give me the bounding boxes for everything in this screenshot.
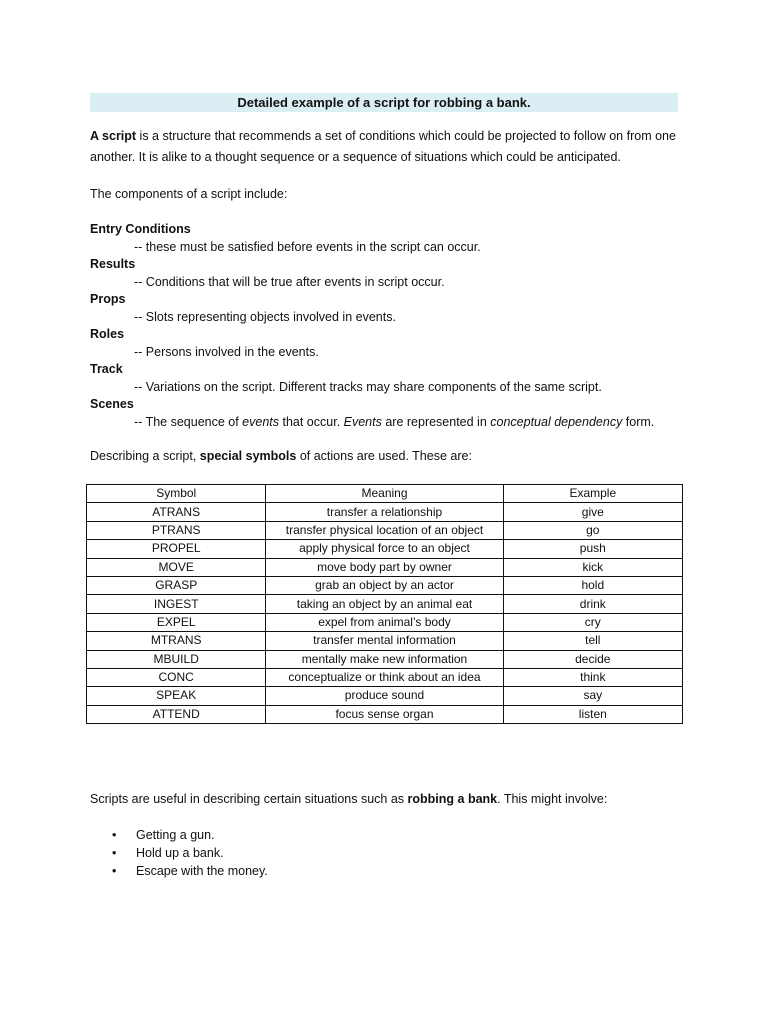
conclusion-bold: robbing a bank bbox=[407, 792, 498, 806]
list-item bbox=[90, 844, 268, 862]
cell-example: think bbox=[503, 668, 682, 686]
component-desc: -- Variations on the script. Different tracks may share components of the same script. bbox=[134, 379, 602, 394]
column-header-example: Example bbox=[503, 485, 682, 503]
cell-symbol: MTRANS bbox=[87, 632, 266, 650]
bullet-icon: • bbox=[112, 864, 117, 878]
cell-symbol: CONC bbox=[87, 668, 266, 686]
cell-symbol: ATTEND bbox=[87, 705, 266, 723]
cell-meaning: conceptualize or think about an idea bbox=[266, 668, 503, 686]
intro-paragraph bbox=[90, 126, 680, 168]
list-item bbox=[90, 862, 268, 880]
cell-example: go bbox=[503, 521, 682, 539]
cell-meaning: move body part by owner bbox=[266, 558, 503, 576]
component-name: Entry Conditions bbox=[90, 222, 191, 236]
table-row bbox=[87, 576, 683, 594]
cell-example: listen bbox=[503, 705, 682, 723]
cell-meaning: transfer physical location of an object bbox=[266, 521, 503, 539]
cell-example: hold bbox=[503, 576, 682, 594]
cell-symbol: INGEST bbox=[87, 595, 266, 613]
scenes-text: -- The sequence of bbox=[134, 414, 243, 429]
list-item-text: Hold up a bank. bbox=[136, 846, 224, 860]
symbols-heading bbox=[90, 449, 472, 463]
conclusion-text: . This might involve: bbox=[497, 792, 608, 806]
cell-symbol: MBUILD bbox=[87, 650, 266, 668]
cell-meaning: produce sound bbox=[266, 687, 503, 705]
symbols-heading-text: Describing a script, bbox=[90, 449, 200, 463]
intro-text: is a structure that recommends a set of conditions which could be projected to follow on from one another. It is alike to a thought sequence or a sequence of situations which could be anticipated. bbox=[90, 129, 676, 164]
bullet-icon: • bbox=[112, 846, 117, 860]
component-desc: -- Conditions that will be true after events in script occur. bbox=[134, 274, 445, 289]
table-row bbox=[87, 668, 683, 686]
cell-symbol: PTRANS bbox=[87, 521, 266, 539]
table-row bbox=[87, 613, 683, 631]
scenes-text: that occur. bbox=[279, 414, 344, 429]
component-desc: -- these must be satisfied before events in the script can occur. bbox=[134, 239, 481, 254]
symbols-table bbox=[86, 484, 683, 724]
component-name: Track bbox=[90, 362, 123, 376]
component-name: Scenes bbox=[90, 397, 134, 411]
symbols-heading-text: of actions are used. These are: bbox=[296, 449, 472, 463]
symbols-heading-bold: special symbols bbox=[199, 449, 297, 463]
cell-symbol: ATRANS bbox=[87, 503, 266, 521]
cell-meaning: focus sense organ bbox=[266, 705, 503, 723]
cell-meaning: grab an object by an actor bbox=[266, 576, 503, 594]
table-row bbox=[87, 632, 683, 650]
component-desc: -- Slots representing objects involved in events. bbox=[134, 309, 396, 324]
column-header-symbol: Symbol bbox=[87, 485, 266, 503]
cell-meaning: apply physical force to an object bbox=[266, 540, 503, 558]
component-desc bbox=[90, 414, 690, 432]
list-item bbox=[90, 826, 268, 844]
cell-symbol: MOVE bbox=[87, 558, 266, 576]
scenes-italic: Events bbox=[343, 414, 382, 429]
cell-meaning: taking an object by an animal eat bbox=[266, 595, 503, 613]
cell-meaning: expel from animal’s body bbox=[266, 613, 503, 631]
table-row bbox=[87, 503, 683, 521]
component-name: Roles bbox=[90, 327, 125, 341]
cell-example: drink bbox=[503, 595, 682, 613]
conclusion-text: Scripts are useful in describing certain situations such as bbox=[90, 792, 408, 806]
table-row bbox=[87, 540, 683, 558]
cell-meaning: transfer a relationship bbox=[266, 503, 503, 521]
cell-example: give bbox=[503, 503, 682, 521]
cell-symbol: SPEAK bbox=[87, 687, 266, 705]
components-list bbox=[90, 221, 690, 431]
steps-list bbox=[90, 826, 268, 880]
scenes-text: are represented in bbox=[381, 414, 491, 429]
component-name: Props bbox=[90, 292, 126, 306]
column-header-meaning: Meaning bbox=[266, 485, 503, 503]
table-row bbox=[87, 595, 683, 613]
table-header-row bbox=[87, 485, 683, 503]
bullet-icon: • bbox=[112, 828, 117, 842]
list-item-text: Escape with the money. bbox=[136, 864, 268, 878]
cell-meaning: transfer mental information bbox=[266, 632, 503, 650]
table-row bbox=[87, 687, 683, 705]
table-row bbox=[87, 558, 683, 576]
cell-example: decide bbox=[503, 650, 682, 668]
list-item-text: Getting a gun. bbox=[136, 828, 215, 842]
table-body bbox=[87, 503, 683, 724]
scenes-text: form. bbox=[622, 414, 655, 429]
component-desc: -- Persons involved in the events. bbox=[134, 344, 319, 359]
cell-meaning: mentally make new information bbox=[266, 650, 503, 668]
document-title: Detailed example of a script for robbing a bank. bbox=[90, 93, 678, 112]
cell-symbol: EXPEL bbox=[87, 613, 266, 631]
table-row bbox=[87, 521, 683, 539]
cell-example: cry bbox=[503, 613, 682, 631]
cell-symbol: GRASP bbox=[87, 576, 266, 594]
table-row bbox=[87, 650, 683, 668]
cell-example: tell bbox=[503, 632, 682, 650]
conclusion-paragraph bbox=[90, 792, 607, 806]
intro-lead: A script bbox=[90, 129, 137, 143]
cell-symbol: PROPEL bbox=[87, 540, 266, 558]
components-heading: The components of a script include: bbox=[90, 187, 288, 201]
cell-example: say bbox=[503, 687, 682, 705]
component-name: Results bbox=[90, 257, 136, 271]
cell-example: kick bbox=[503, 558, 682, 576]
scenes-italic: conceptual dependency bbox=[490, 414, 623, 429]
scenes-italic: events bbox=[242, 414, 280, 429]
table-row bbox=[87, 705, 683, 723]
cell-example: push bbox=[503, 540, 682, 558]
